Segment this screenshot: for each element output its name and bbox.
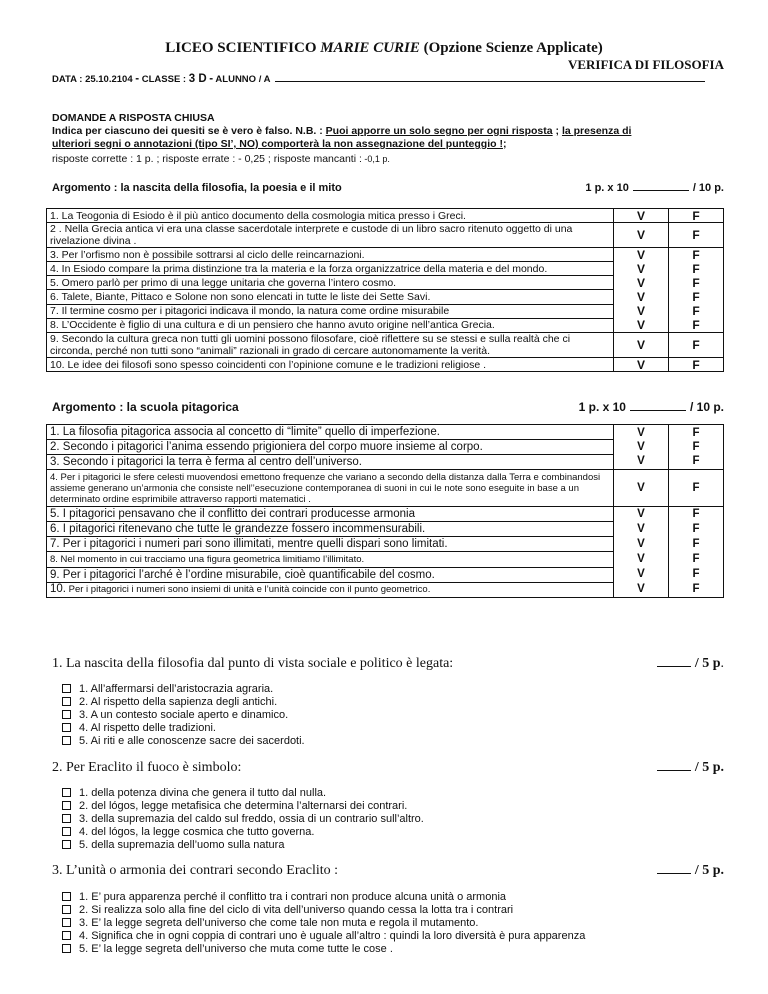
- checkbox[interactable]: [62, 931, 71, 940]
- school-title: [0, 40, 768, 57]
- points-per-question: 1 p. x 10: [585, 182, 629, 194]
- checkbox[interactable]: [62, 788, 71, 797]
- score-blank[interactable]: [630, 410, 686, 411]
- mc-option[interactable]: [62, 735, 305, 748]
- false-option[interactable]: F: [692, 553, 700, 565]
- topic-label: Argomento : la nascita della filosofia, la poesia e il mito: [52, 182, 342, 194]
- mc-score: [657, 863, 724, 879]
- true-option[interactable]: V: [614, 209, 669, 223]
- question-text: 6. I pitagorici ritenevano che tutte le grandezze fossero incommensurabili.: [47, 522, 614, 537]
- mc-option[interactable]: [62, 930, 585, 943]
- checkbox[interactable]: [62, 814, 71, 823]
- mc-question: [52, 863, 724, 879]
- score-blank[interactable]: [657, 770, 691, 771]
- scoring-text: risposte corrette : 1 p. ; risposte errate : - 0,25 ; risposte mancanti :: [52, 153, 362, 165]
- option-label: 3. A un contesto sociale aperto e dinamico.: [79, 709, 289, 721]
- score-period: .: [720, 656, 724, 671]
- table-row: [47, 223, 724, 248]
- header-fields: [52, 73, 705, 85]
- question-text: [47, 582, 614, 597]
- option-label: 5. Ai riti e alle conoscenze sacre dei sacerdoti.: [79, 735, 305, 747]
- mc-option[interactable]: [62, 904, 585, 917]
- true-option[interactable]: V: [614, 470, 669, 507]
- mc-option[interactable]: [62, 709, 305, 722]
- topic-score: [585, 182, 724, 194]
- option-label: 4. del lógos, la legge cosmica che tutto governa.: [79, 826, 315, 838]
- table-row: [47, 248, 724, 262]
- false-option[interactable]: F: [692, 538, 700, 550]
- option-label: 3. E’ la legge segreta dell’universo che come tale non muta e regola il mutamento.: [79, 917, 479, 929]
- question-text: 4. Per i pitagorici le sfere celesti muovendosi emettono frequenze che variano a secondo della distanza dalla Terra e combinandosi assieme generano un’armonia che consiste nell’’esecuzione contemporanea di suoni in cui le note sono eseguite in base a un determinato ordine esprimibile attraverso rapporti matematici .: [47, 470, 614, 507]
- false-option[interactable]: F: [692, 583, 700, 595]
- false-option[interactable]: F: [669, 223, 724, 248]
- mc-options: [62, 891, 585, 956]
- table-row: [47, 209, 724, 223]
- option-label: 1. All’affermarsi dell’aristocrazia agraria.: [79, 683, 274, 695]
- false-option[interactable]: F: [669, 358, 724, 372]
- mc-score: [657, 760, 724, 776]
- scoring-rules: [52, 153, 390, 165]
- checkbox[interactable]: [62, 801, 71, 810]
- option-label: 1. della potenza divina che genera il tutto dal nulla.: [79, 787, 327, 799]
- mc-option[interactable]: [62, 826, 424, 839]
- score-blank[interactable]: [633, 190, 689, 191]
- false-option[interactable]: F: [692, 427, 700, 439]
- table-row: [47, 470, 724, 507]
- option-label: 5. E’ la legge segreta dell’universo che muta come tutte le cose .: [79, 943, 393, 955]
- student-name-field[interactable]: [275, 81, 705, 82]
- mc-option[interactable]: [62, 800, 424, 813]
- question-text: 7. Per i pitagorici i numeri pari sono illimitati, mentre quelli dispari sono limitati.: [47, 537, 614, 552]
- score-total: / 5 p.: [694, 863, 724, 878]
- false-options-column[interactable]: [669, 248, 724, 333]
- true-option[interactable]: V: [636, 304, 645, 318]
- question-text: 8. Nel momento in cui tracciamo una figura geometrica limitiamo l’illimitato.: [47, 552, 614, 567]
- instructions-text: ;: [502, 138, 507, 150]
- mc-question-text: 3. L’unità o armonia dei contrari secondo Eraclito :: [52, 863, 339, 878]
- mc-option[interactable]: [62, 696, 305, 709]
- mc-option[interactable]: [62, 891, 585, 904]
- true-option[interactable]: V: [637, 441, 645, 453]
- false-options-column[interactable]: [669, 507, 724, 598]
- false-option[interactable]: F: [692, 262, 700, 276]
- question-text: 9. Secondo la cultura greca non tutti gli uomini possono filosofare, cioè riflettere su se stessi e sulla realtà che ci circonda, perché non tutti sono “animali” razionali in grado di cercare autonomamente la verità.: [47, 333, 614, 358]
- false-option[interactable]: F: [692, 318, 700, 332]
- checkbox[interactable]: [62, 892, 71, 901]
- question-text: 2 . Nella Grecia antica vi era una classe sacerdotale interprete e custode di un libro sacro ritenuto oggetto di una rivelazione divina .: [47, 223, 614, 248]
- mc-option[interactable]: [62, 917, 585, 930]
- true-option[interactable]: V: [637, 568, 645, 580]
- false-option[interactable]: F: [692, 248, 700, 262]
- mc-option[interactable]: [62, 813, 424, 826]
- table-row: [47, 507, 724, 522]
- false-options-column[interactable]: [669, 425, 724, 470]
- false-option[interactable]: F: [692, 441, 700, 453]
- instructions-underlined: la presenza di: [561, 125, 632, 137]
- true-option[interactable]: V: [636, 290, 645, 304]
- question-text: 2. Secondo i pitagorici l’anima essendo prigioniera del corpo muore insieme al corpo.: [47, 440, 614, 455]
- true-option[interactable]: V: [614, 333, 669, 358]
- false-option[interactable]: F: [692, 304, 700, 318]
- instructions-text: ;: [552, 125, 562, 137]
- table-row: [47, 358, 724, 372]
- question-text: 5. Omero parlò per primo di una legge unitaria che governa l’intero cosmo.: [47, 276, 614, 290]
- score-blank[interactable]: [657, 873, 691, 874]
- topic-score: [579, 400, 724, 414]
- false-option[interactable]: F: [669, 209, 724, 223]
- table-row: [47, 425, 724, 440]
- question-text: 3. Per l’orfismo non è possibile sottrarsi al ciclo delle reincarnazioni.: [47, 248, 614, 262]
- true-option[interactable]: V: [637, 553, 645, 565]
- option-label: 5. della supremazia dell’uomo sulla natura: [79, 839, 285, 851]
- section-title: DOMANDE A RISPOSTA CHIUSA: [52, 112, 215, 124]
- mc-option[interactable]: [62, 943, 585, 956]
- mc-option[interactable]: [62, 839, 424, 852]
- false-option[interactable]: F: [692, 276, 700, 290]
- option-label: 3. della supremazia del caldo sul freddo, ossia di un contrario sull’altro.: [79, 813, 424, 825]
- mc-options: [62, 787, 424, 852]
- checkbox[interactable]: [62, 736, 71, 745]
- checkbox[interactable]: [62, 697, 71, 706]
- true-option[interactable]: V: [637, 508, 645, 520]
- true-option[interactable]: V: [636, 262, 645, 276]
- checkbox[interactable]: [62, 723, 71, 732]
- table-row: [47, 333, 724, 358]
- true-false-table: [46, 424, 724, 598]
- mc-options: [62, 683, 305, 748]
- false-option[interactable]: F: [692, 508, 700, 520]
- option-label: 4. Significa che in ogni coppia di contrari uno è uguale all’altro : quindi la loro diversità è pura apparenza: [79, 930, 586, 942]
- mc-question: [52, 760, 724, 776]
- true-options-column[interactable]: [614, 507, 669, 598]
- class-label: CLASSE :: [141, 74, 187, 85]
- question-text: 8. L’Occidente è figlio di una cultura e di un pensiero che hanno avuto origine nell’antica Grecia.: [47, 318, 614, 332]
- option-label: 1. E’ pura apparenza perché il conflitto tra i contrari non produce alcuna unità o armonia: [79, 891, 507, 903]
- false-option[interactable]: F: [669, 470, 724, 507]
- question-text: 3. Secondo i pitagorici la terra è ferma al centro dell’universo.: [47, 455, 614, 470]
- instructions: [52, 125, 732, 151]
- mc-question: [52, 656, 724, 672]
- score-total: / 10 p.: [692, 182, 724, 194]
- true-option[interactable]: V: [614, 223, 669, 248]
- question-text: 1. La Teogonia di Esiodo è il più antico documento della cosmologia mitica presso i Greci.: [47, 209, 614, 223]
- score-blank[interactable]: [657, 666, 691, 667]
- instructions-underlined: ulteriori segni o annotazioni (tipo SI’, NO) comporterà la non assegnazione del punteggio !: [52, 138, 503, 150]
- question-text: 9. Per i pitagorici l’arché è l’ordine misurabile, cioè quantificabile del cosmo.: [47, 567, 614, 582]
- option-label: 2. Si realizza solo alla fine del ciclo di vita dell’universo quando cessa la lotta tra i contrari: [79, 904, 514, 916]
- score-total: / 10 p.: [689, 400, 724, 414]
- mc-option[interactable]: [62, 683, 305, 696]
- question-number: 10.: [50, 583, 66, 596]
- checkbox[interactable]: [62, 944, 71, 953]
- scoring-missing: -0,1 p.: [361, 154, 390, 164]
- true-option[interactable]: V: [637, 523, 645, 535]
- true-option[interactable]: V: [637, 583, 645, 595]
- option-label: 2. Al rispetto della sapienza degli antichi.: [79, 696, 278, 708]
- false-option[interactable]: F: [692, 568, 700, 580]
- checkbox[interactable]: [62, 684, 71, 693]
- checkbox[interactable]: [62, 905, 71, 914]
- mc-question-text: 1. La nascita della filosofia dal punto di vista sociale e politico è legata:: [52, 656, 454, 671]
- mc-option[interactable]: [62, 787, 424, 800]
- true-option[interactable]: V: [636, 276, 645, 290]
- school-suffix: (Opzione Scienze Applicate): [423, 40, 603, 56]
- checkbox[interactable]: [62, 710, 71, 719]
- question-text: 10. Le idee dei filosofi sono spesso coincidenti con l’opinione comune e le tradizioni religiose .: [47, 358, 614, 372]
- date-label: DATA : 25.10.2104: [52, 74, 133, 85]
- question-text: 5. I pitagorici pensavano che il conflitto dei contrari producesse armonia: [47, 507, 614, 522]
- true-option[interactable]: V: [637, 427, 645, 439]
- option-label: 2. del lógos, legge metafisica che determina l’alternarsi dei contrari.: [79, 800, 408, 812]
- school-name: MARIE CURIE: [320, 40, 420, 56]
- question-body: Per i pitagorici i numeri sono insiemi di unità e l’unità coincide con il punto geometrico.: [66, 584, 431, 596]
- checkbox[interactable]: [62, 827, 71, 836]
- true-option[interactable]: V: [636, 318, 645, 332]
- true-false-table: [46, 208, 724, 372]
- true-option[interactable]: V: [637, 455, 645, 467]
- false-option[interactable]: F: [692, 523, 700, 535]
- false-option[interactable]: F: [692, 455, 700, 467]
- test-subtitle: VERIFICA DI FILOSOFIA: [567, 57, 724, 72]
- question-text: 1. La filosofia pitagorica associa al concetto di “limite” quello di imperfezione.: [47, 425, 614, 440]
- true-option[interactable]: V: [614, 358, 669, 372]
- checkbox[interactable]: [62, 840, 71, 849]
- true-options-column[interactable]: [614, 425, 669, 470]
- instructions-text: Indica per ciascuno dei quesiti se è vero è falso. N.B. :: [52, 125, 326, 137]
- score-total: / 5 p.: [694, 760, 724, 775]
- mc-option[interactable]: [62, 722, 305, 735]
- class-value: 3 D: [188, 73, 207, 85]
- true-option[interactable]: V: [636, 248, 645, 262]
- checkbox[interactable]: [62, 918, 71, 927]
- true-option[interactable]: V: [637, 538, 645, 550]
- question-text: 7. Il termine cosmo per i pitagorici indicava il mondo, la natura come ordine misurabile: [47, 304, 614, 318]
- true-options-column[interactable]: [614, 248, 669, 333]
- score-total: / 5 p: [694, 656, 721, 671]
- mc-question-text: 2. Per Eraclito il fuoco è simbolo:: [52, 760, 242, 775]
- option-label: 4. Al rispetto delle tradizioni.: [79, 722, 216, 734]
- separator: -: [209, 73, 214, 85]
- separator: -: [135, 73, 140, 85]
- instructions-underlined: Puoi apporre un solo segno per ogni risposta: [325, 125, 553, 137]
- school-prefix: LICEO SCIENTIFICO: [165, 40, 317, 56]
- points-per-question: 1 p. x 10: [578, 400, 626, 414]
- false-option[interactable]: F: [692, 290, 700, 304]
- question-text: 6. Talete, Biante, Pittaco e Solone non sono elencati in tutte le liste dei Sette Savi.: [47, 290, 614, 304]
- mc-score: [657, 656, 724, 672]
- student-label: ALUNNO / A: [215, 74, 271, 85]
- question-text: 4. In Esiodo compare la prima distinzione tra la materia e la forza organizzatrice della materia e del mondo.: [47, 262, 614, 276]
- false-option[interactable]: F: [669, 333, 724, 358]
- topic-label: Argomento : la scuola pitagorica: [52, 400, 239, 414]
